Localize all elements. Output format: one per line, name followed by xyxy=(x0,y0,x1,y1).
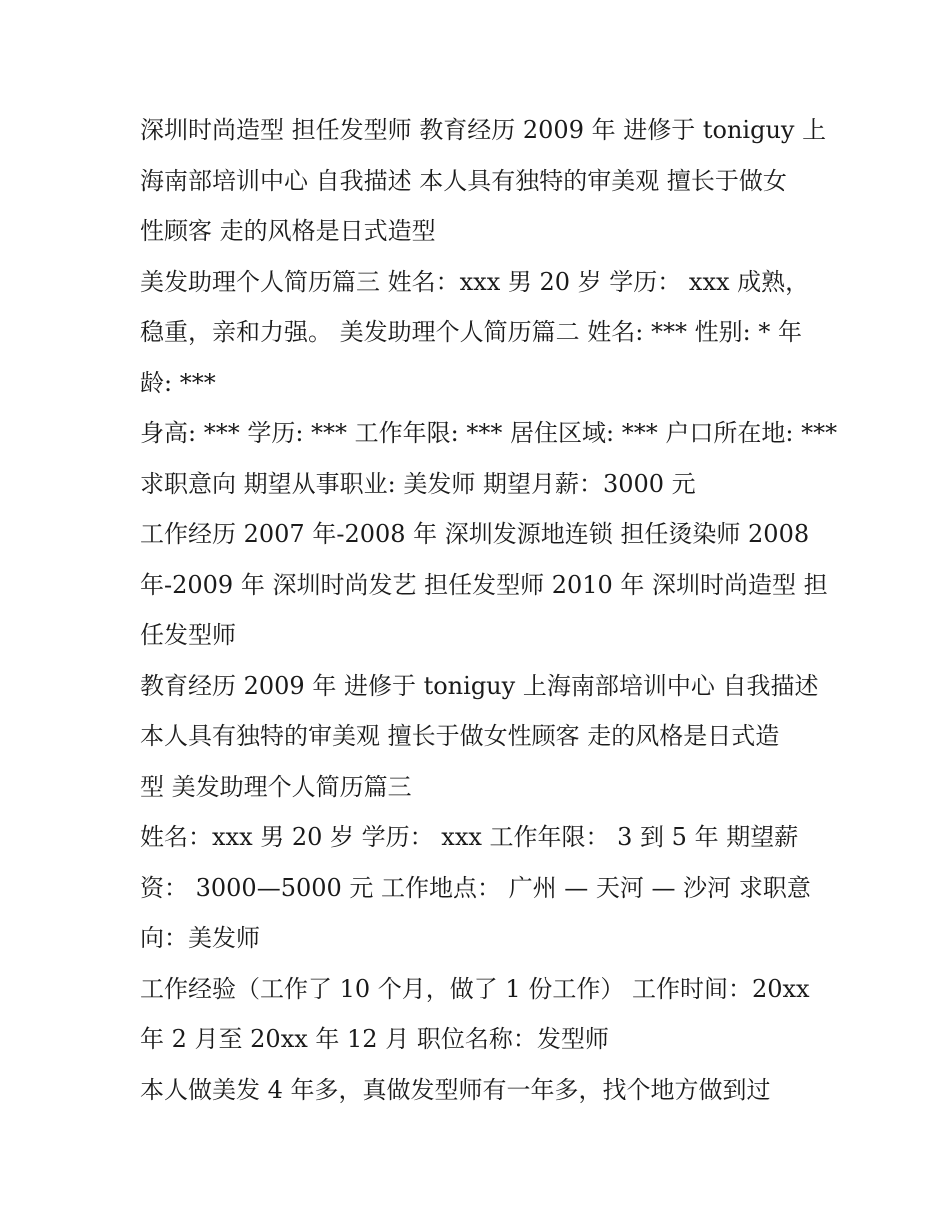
text-line: 性顾客 走的风格是日式造型 xyxy=(140,217,436,245)
text-line: 龄: *** xyxy=(140,368,216,397)
text-line: 工作经历 2007 年-2008 年 深圳发源地连锁 担任烫染师 2008 xyxy=(140,520,810,548)
text-line: 身高: *** 学历: *** 工作年限: *** 居住区域: *** 户口所在地: *** xyxy=(140,419,838,447)
text-line: 本人具有独特的审美观 擅长于做女性顾客 走的风格是日式造 xyxy=(140,722,780,750)
text-line: 向：美发师 xyxy=(140,924,260,952)
text-line: 型 美发助理个人简历篇三 xyxy=(140,772,412,801)
text-line: 求职意向 期望从事职业: 美发师 期望月薪：3000 元 xyxy=(140,469,696,498)
text-line: 稳重，亲和力强。 美发助理个人简历篇二 姓名: *** 性别: * 年 xyxy=(140,318,802,346)
text-line: 姓名：xxx 男 20 岁 学历： xxx 工作年限： 3 到 5 年 期望薪 xyxy=(140,823,799,851)
text-line: 教育经历 2009 年 进修于 toniguy 上海南部培训中心 自我描述 xyxy=(140,671,819,700)
text-line: 海南部培训中心 自我描述 本人具有独特的审美观 擅长于做女 xyxy=(140,166,787,195)
text-line: 任发型师 xyxy=(140,621,236,649)
text-line: 资： 3000—5000 元 工作地点： 广州 — 天河 — 沙河 求职意 xyxy=(140,873,811,902)
text-line: 美发助理个人简历篇三 姓名：xxx 男 20 岁 学历： xxx 成熟， xyxy=(140,267,810,296)
text-line: 工作经验（工作了 10 个月，做了 1 份工作） 工作时间：20xx xyxy=(140,974,810,1003)
text-line: 年-2009 年 深圳时尚发艺 担任发型师 2010 年 深圳时尚造型 担 xyxy=(140,570,828,599)
text-line: 本人做美发 4 年多，真做发型师有一年多，找个地方做到过 xyxy=(140,1075,771,1104)
text-line: 深圳时尚造型 担任发型师 教育经历 2009 年 进修于 toniguy 上 xyxy=(140,116,827,144)
text-line: 年 2 月至 20xx 年 12 月 职位名称：发型师 xyxy=(140,1025,609,1053)
document-body xyxy=(140,105,838,1115)
